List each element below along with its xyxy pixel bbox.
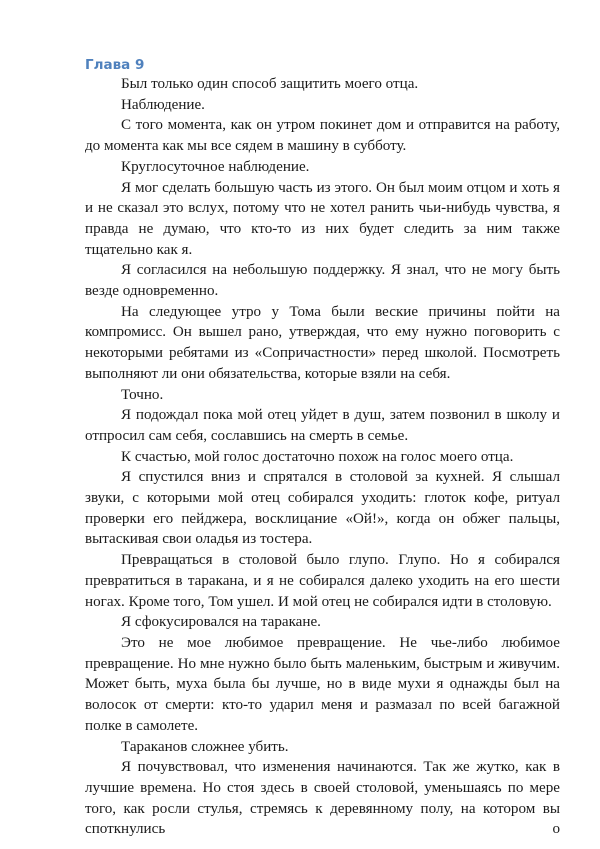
chapter-title: Глава 9 <box>85 57 145 73</box>
chapter-body <box>85 74 560 840</box>
paragraph: Точно. <box>121 386 164 403</box>
paragraph: Круглосуточное наблюдение. <box>121 158 310 175</box>
paragraph: Я спустился вниз и спрятался в столовой за кухней. Я слышал звуки, с которыми мой отец собирался уходить: глоток кофе, ритуал проверки его пейджера, восклицание «Ой!», когда он обжег пальцы, вытаскивая свои оладья из тостера. <box>85 469 560 548</box>
paragraph: С того момента, как он утром покинет дом и отправится на работу, до момента как мы все сядем в машину в субботу. <box>85 117 560 155</box>
paragraph: Я почувствовал, что изменения начинаются. Так же жутко, как в лучшие времена. Но стоя здесь в своей столовой, уменьшаясь по мере того, как росли стулья, стремясь к деревянному полу, на котором вы споткнулись о <box>85 759 560 838</box>
paragraph: Я сфокусировался на таракане. <box>121 614 321 631</box>
paragraph: Был только один способ защитить моего отца. <box>121 76 419 92</box>
paragraph: К счастью, мой голос достаточно похож на голос моего отца. <box>121 448 514 465</box>
paragraph: Я подождал пока мой отец уйдет в душ, затем позвонил в школу и отпросил сам себя, сославшись на смерть в семье. <box>85 407 560 444</box>
paragraph: Я мог сделать большую часть из этого. Он был моим отцом и хоть я и не сказал это вслух, потому что не хотел ранить чьи-нибудь чувства, я правда не думаю, что кто-то из них будет следить за ним также тщательно как я. <box>85 179 560 258</box>
paragraph: Наблюдение. <box>121 96 205 113</box>
paragraph: Тараканов сложнее убить. <box>121 738 289 755</box>
paragraph: Я согласился на небольшую поддержку. Я знал, что не могу быть везде одновременно. <box>85 262 560 300</box>
paragraph: Это не мое любимое превращение. Не чье-либо любимое превращение. Но мне нужно было быть маленьким, быстрым и живучим. Может быть, муха была бы лучше, но в виде мухи я однажды был на волосок от смерти: кто-то ударил меня и размазал по всей багажной полке в самолете. <box>85 634 560 734</box>
paragraph: На следующее утро у Тома были веские причины пойти на компромисс. Он вышел рано, утверждая, что ему нужно поговорить с некоторыми ребятами из «Сопричастности» перед школой. Посмотреть выполняют ли они обязательства, которые взяли на себя. <box>85 303 560 382</box>
paragraph: Превращаться в столовой было глупо. Глупо. Но я собирался превратиться в таракана, и я не собирался далеко уходить на его шести ногах. Кроме того, Том ушел. И мой отец не собирался идти в столовую. <box>85 552 560 610</box>
